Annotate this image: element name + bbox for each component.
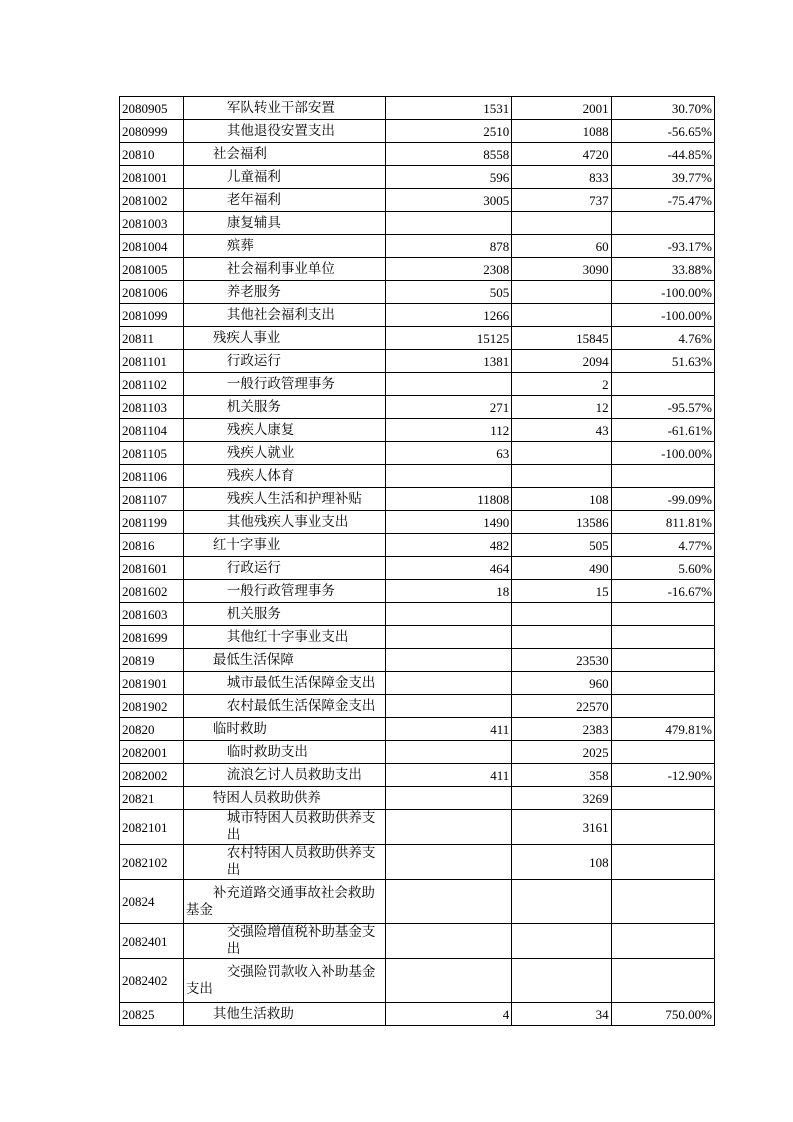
subject-name-cell bbox=[183, 695, 385, 718]
subject-name-cell bbox=[183, 419, 385, 442]
prior-year-amount bbox=[385, 845, 512, 880]
change-percent: 51.63% bbox=[611, 350, 714, 373]
subject-code: 2081901 bbox=[120, 672, 184, 695]
subject-code: 2081105 bbox=[120, 442, 184, 465]
current-year-amount: 2001 bbox=[512, 97, 611, 120]
subject-name: 老年福利 bbox=[226, 191, 281, 208]
table-row bbox=[120, 695, 715, 718]
table-row bbox=[120, 880, 715, 924]
prior-year-amount bbox=[385, 649, 512, 672]
subject-name: 最低生活保障 bbox=[212, 651, 294, 668]
subject-name: 社会福利 bbox=[212, 145, 267, 162]
table-row bbox=[120, 281, 715, 304]
prior-year-amount bbox=[385, 465, 512, 488]
current-year-amount: 22570 bbox=[512, 695, 611, 718]
subject-code: 2082402 bbox=[120, 959, 184, 1003]
table-row bbox=[120, 488, 715, 511]
subject-code: 2082001 bbox=[120, 741, 184, 764]
current-year-amount: 13586 bbox=[512, 511, 611, 534]
subject-name-cell bbox=[183, 258, 385, 281]
subject-code: 2081603 bbox=[120, 603, 184, 626]
prior-year-amount: 411 bbox=[385, 764, 512, 787]
change-percent: 30.70% bbox=[611, 97, 714, 120]
current-year-amount bbox=[512, 959, 611, 1003]
subject-code: 20810 bbox=[120, 143, 184, 166]
current-year-amount: 505 bbox=[512, 534, 611, 557]
subject-code: 2080999 bbox=[120, 120, 184, 143]
change-percent bbox=[611, 626, 714, 649]
change-percent: -93.17% bbox=[611, 235, 714, 258]
change-percent bbox=[611, 880, 714, 924]
subject-name: 康复辅具 bbox=[226, 214, 281, 231]
subject-name-cell bbox=[183, 97, 385, 120]
change-percent: -100.00% bbox=[611, 442, 714, 465]
subject-name: 军队转业干部安置 bbox=[226, 99, 335, 116]
change-percent bbox=[611, 603, 714, 626]
table-row bbox=[120, 741, 715, 764]
subject-name-cell bbox=[183, 764, 385, 787]
change-percent bbox=[611, 465, 714, 488]
current-year-amount: 833 bbox=[512, 166, 611, 189]
change-percent: 811.81% bbox=[611, 511, 714, 534]
subject-code: 2081003 bbox=[120, 212, 184, 235]
subject-name: 临时救助 bbox=[212, 720, 267, 737]
subject-name: 残疾人生活和护理补贴 bbox=[226, 490, 362, 507]
table-row bbox=[120, 258, 715, 281]
subject-name-cell bbox=[183, 465, 385, 488]
change-percent bbox=[611, 924, 714, 959]
current-year-amount: 2 bbox=[512, 373, 611, 396]
prior-year-amount bbox=[385, 810, 512, 845]
subject-code: 20819 bbox=[120, 649, 184, 672]
subject-code: 20821 bbox=[120, 787, 184, 810]
subject-name-cell bbox=[183, 304, 385, 327]
current-year-amount bbox=[512, 212, 611, 235]
subject-name-cell bbox=[183, 189, 385, 212]
subject-code: 2081902 bbox=[120, 695, 184, 718]
subject-name-cell bbox=[183, 166, 385, 189]
subject-code: 2081103 bbox=[120, 396, 184, 419]
subject-code: 20824 bbox=[120, 880, 184, 924]
current-year-amount: 737 bbox=[512, 189, 611, 212]
table-row bbox=[120, 672, 715, 695]
subject-name: 交强险罚款收入补助基金支出 bbox=[185, 963, 376, 997]
prior-year-amount bbox=[385, 626, 512, 649]
subject-name: 一般行政管理事务 bbox=[226, 582, 335, 599]
subject-name: 特困人员救助供养 bbox=[212, 789, 321, 806]
subject-code: 2082101 bbox=[120, 810, 184, 845]
subject-name-cell bbox=[183, 649, 385, 672]
prior-year-amount bbox=[385, 959, 512, 1003]
subject-name-cell bbox=[183, 580, 385, 603]
subject-name: 交强险增值税补助基金支出 bbox=[226, 924, 376, 957]
table-row bbox=[120, 810, 715, 845]
table-row bbox=[120, 580, 715, 603]
subject-name: 流浪乞讨人员救助支出 bbox=[226, 766, 362, 783]
subject-code: 20811 bbox=[120, 327, 184, 350]
subject-code: 2081001 bbox=[120, 166, 184, 189]
subject-name: 残疾人体育 bbox=[226, 467, 295, 484]
subject-name-cell bbox=[183, 442, 385, 465]
change-percent bbox=[611, 741, 714, 764]
subject-code: 2082102 bbox=[120, 845, 184, 880]
prior-year-amount bbox=[385, 373, 512, 396]
table-row bbox=[120, 649, 715, 672]
subject-name: 城市特困人员救助供养支出 bbox=[226, 810, 376, 843]
subject-name-cell bbox=[183, 672, 385, 695]
current-year-amount: 108 bbox=[512, 488, 611, 511]
subject-name: 行政运行 bbox=[226, 352, 281, 369]
current-year-amount: 2383 bbox=[512, 718, 611, 741]
current-year-amount: 358 bbox=[512, 764, 611, 787]
subject-name: 残疾人事业 bbox=[212, 329, 281, 346]
subject-name-cell bbox=[183, 143, 385, 166]
change-percent: 5.60% bbox=[611, 557, 714, 580]
table-row bbox=[120, 396, 715, 419]
subject-name-cell bbox=[183, 534, 385, 557]
subject-name: 社会福利事业单位 bbox=[226, 260, 335, 277]
prior-year-amount: 1266 bbox=[385, 304, 512, 327]
change-percent bbox=[611, 695, 714, 718]
table-row bbox=[120, 465, 715, 488]
table-row bbox=[120, 327, 715, 350]
current-year-amount: 4720 bbox=[512, 143, 611, 166]
table-row bbox=[120, 189, 715, 212]
subject-name-cell bbox=[183, 350, 385, 373]
subject-name-cell bbox=[183, 845, 385, 880]
subject-code: 2081005 bbox=[120, 258, 184, 281]
table-row bbox=[120, 603, 715, 626]
table-row bbox=[120, 97, 715, 120]
subject-code: 2081101 bbox=[120, 350, 184, 373]
prior-year-amount: 18 bbox=[385, 580, 512, 603]
prior-year-amount bbox=[385, 212, 512, 235]
current-year-amount bbox=[512, 880, 611, 924]
prior-year-amount: 411 bbox=[385, 718, 512, 741]
subject-code: 2082002 bbox=[120, 764, 184, 787]
current-year-amount: 960 bbox=[512, 672, 611, 695]
subject-name: 补充道路交通事故社会救助基金 bbox=[185, 884, 375, 918]
table-row bbox=[120, 718, 715, 741]
subject-code: 20816 bbox=[120, 534, 184, 557]
table-row bbox=[120, 419, 715, 442]
change-percent: -12.90% bbox=[611, 764, 714, 787]
current-year-amount: 60 bbox=[512, 235, 611, 258]
table-row bbox=[120, 511, 715, 534]
change-percent: 39.77% bbox=[611, 166, 714, 189]
change-percent bbox=[611, 810, 714, 845]
subject-name-cell bbox=[183, 787, 385, 810]
prior-year-amount: 15125 bbox=[385, 327, 512, 350]
table-row bbox=[120, 626, 715, 649]
change-percent bbox=[611, 649, 714, 672]
subject-name-cell bbox=[183, 1003, 385, 1026]
subject-name-cell bbox=[183, 924, 385, 959]
prior-year-amount: 464 bbox=[385, 557, 512, 580]
current-year-amount bbox=[512, 281, 611, 304]
subject-name-cell bbox=[183, 511, 385, 534]
prior-year-amount: 878 bbox=[385, 235, 512, 258]
change-percent: 33.88% bbox=[611, 258, 714, 281]
subject-code: 2081602 bbox=[120, 580, 184, 603]
change-percent: -95.57% bbox=[611, 396, 714, 419]
current-year-amount: 3161 bbox=[512, 810, 611, 845]
current-year-amount bbox=[512, 626, 611, 649]
subject-code: 2081099 bbox=[120, 304, 184, 327]
subject-code: 20820 bbox=[120, 718, 184, 741]
subject-name: 残疾人就业 bbox=[226, 444, 295, 461]
prior-year-amount bbox=[385, 741, 512, 764]
subject-name-cell bbox=[183, 557, 385, 580]
table-row bbox=[120, 143, 715, 166]
table-row bbox=[120, 166, 715, 189]
subject-code: 2080905 bbox=[120, 97, 184, 120]
prior-year-amount bbox=[385, 695, 512, 718]
subject-name: 临时救助支出 bbox=[226, 743, 308, 760]
subject-code: 2081699 bbox=[120, 626, 184, 649]
prior-year-amount bbox=[385, 924, 512, 959]
change-percent bbox=[611, 787, 714, 810]
subject-name: 农村特困人员救助供养支出 bbox=[226, 845, 376, 878]
change-percent: -44.85% bbox=[611, 143, 714, 166]
change-percent: 479.81% bbox=[611, 718, 714, 741]
subject-code: 2081601 bbox=[120, 557, 184, 580]
prior-year-amount: 112 bbox=[385, 419, 512, 442]
table-row bbox=[120, 442, 715, 465]
change-percent: -75.47% bbox=[611, 189, 714, 212]
change-percent: 4.77% bbox=[611, 534, 714, 557]
subject-name: 机关服务 bbox=[226, 398, 281, 415]
change-percent: 4.76% bbox=[611, 327, 714, 350]
table-row bbox=[120, 557, 715, 580]
table-row bbox=[120, 350, 715, 373]
subject-name: 其他红十字事业支出 bbox=[226, 628, 349, 645]
subject-code: 2081002 bbox=[120, 189, 184, 212]
subject-name-cell bbox=[183, 603, 385, 626]
budget-table-body bbox=[120, 97, 715, 1026]
subject-name: 其他残疾人事业支出 bbox=[226, 513, 349, 530]
prior-year-amount: 505 bbox=[385, 281, 512, 304]
table-row bbox=[120, 304, 715, 327]
subject-code: 2081106 bbox=[120, 465, 184, 488]
subject-code: 2081104 bbox=[120, 419, 184, 442]
change-percent: -56.65% bbox=[611, 120, 714, 143]
subject-name-cell bbox=[183, 488, 385, 511]
prior-year-amount bbox=[385, 787, 512, 810]
change-percent bbox=[611, 959, 714, 1003]
table-row bbox=[120, 959, 715, 1003]
subject-name-cell bbox=[183, 120, 385, 143]
table-row bbox=[120, 534, 715, 557]
budget-table bbox=[119, 96, 715, 1026]
subject-code: 2081107 bbox=[120, 488, 184, 511]
subject-code: 2082401 bbox=[120, 924, 184, 959]
current-year-amount: 108 bbox=[512, 845, 611, 880]
subject-name: 儿童福利 bbox=[226, 168, 281, 185]
prior-year-amount: 1531 bbox=[385, 97, 512, 120]
subject-name: 机关服务 bbox=[226, 605, 281, 622]
current-year-amount: 34 bbox=[512, 1003, 611, 1026]
table-row bbox=[120, 924, 715, 959]
subject-name: 养老服务 bbox=[226, 283, 281, 300]
change-percent: -16.67% bbox=[611, 580, 714, 603]
change-percent: -61.61% bbox=[611, 419, 714, 442]
current-year-amount: 490 bbox=[512, 557, 611, 580]
prior-year-amount: 8558 bbox=[385, 143, 512, 166]
subject-name: 其他退役安置支出 bbox=[226, 122, 335, 139]
current-year-amount bbox=[512, 465, 611, 488]
subject-name: 农村最低生活保障金支出 bbox=[226, 697, 376, 714]
prior-year-amount bbox=[385, 672, 512, 695]
subject-name: 其他社会福利支出 bbox=[226, 306, 335, 323]
prior-year-amount: 2510 bbox=[385, 120, 512, 143]
table-row bbox=[120, 764, 715, 787]
change-percent: -100.00% bbox=[611, 281, 714, 304]
prior-year-amount: 1381 bbox=[385, 350, 512, 373]
table-row bbox=[120, 1003, 715, 1026]
subject-name: 一般行政管理事务 bbox=[226, 375, 335, 392]
subject-code: 2081199 bbox=[120, 511, 184, 534]
change-percent bbox=[611, 373, 714, 396]
current-year-amount bbox=[512, 924, 611, 959]
change-percent: 750.00% bbox=[611, 1003, 714, 1026]
change-percent bbox=[611, 845, 714, 880]
table-row bbox=[120, 845, 715, 880]
prior-year-amount bbox=[385, 880, 512, 924]
current-year-amount: 1088 bbox=[512, 120, 611, 143]
subject-code: 20825 bbox=[120, 1003, 184, 1026]
current-year-amount: 2094 bbox=[512, 350, 611, 373]
prior-year-amount: 4 bbox=[385, 1003, 512, 1026]
prior-year-amount: 596 bbox=[385, 166, 512, 189]
current-year-amount bbox=[512, 603, 611, 626]
current-year-amount: 12 bbox=[512, 396, 611, 419]
subject-name: 城市最低生活保障金支出 bbox=[226, 674, 376, 691]
current-year-amount bbox=[512, 304, 611, 327]
change-percent: -100.00% bbox=[611, 304, 714, 327]
subject-name-cell bbox=[183, 718, 385, 741]
current-year-amount: 15845 bbox=[512, 327, 611, 350]
subject-code: 2081004 bbox=[120, 235, 184, 258]
current-year-amount: 15 bbox=[512, 580, 611, 603]
prior-year-amount: 11808 bbox=[385, 488, 512, 511]
current-year-amount: 43 bbox=[512, 419, 611, 442]
subject-name-cell bbox=[183, 373, 385, 396]
change-percent bbox=[611, 672, 714, 695]
prior-year-amount: 1490 bbox=[385, 511, 512, 534]
subject-name-cell bbox=[183, 810, 385, 845]
subject-name: 残疾人康复 bbox=[226, 421, 295, 438]
prior-year-amount: 271 bbox=[385, 396, 512, 419]
table-row bbox=[120, 120, 715, 143]
table-row bbox=[120, 212, 715, 235]
current-year-amount bbox=[512, 442, 611, 465]
subject-name-cell bbox=[183, 212, 385, 235]
subject-name-cell bbox=[183, 626, 385, 649]
subject-name-cell bbox=[183, 396, 385, 419]
table-row bbox=[120, 787, 715, 810]
current-year-amount: 3090 bbox=[512, 258, 611, 281]
current-year-amount: 2025 bbox=[512, 741, 611, 764]
prior-year-amount: 2308 bbox=[385, 258, 512, 281]
current-year-amount: 3269 bbox=[512, 787, 611, 810]
subject-name-cell bbox=[183, 741, 385, 764]
subject-name-cell bbox=[183, 235, 385, 258]
subject-name: 红十字事业 bbox=[212, 536, 281, 553]
subject-code: 2081006 bbox=[120, 281, 184, 304]
subject-name-cell bbox=[183, 327, 385, 350]
prior-year-amount: 482 bbox=[385, 534, 512, 557]
subject-name: 殡葬 bbox=[226, 237, 254, 254]
table-row bbox=[120, 373, 715, 396]
subject-name-cell bbox=[183, 281, 385, 304]
change-percent: -99.09% bbox=[611, 488, 714, 511]
subject-name-cell bbox=[183, 959, 385, 1003]
subject-code: 2081102 bbox=[120, 373, 184, 396]
prior-year-amount bbox=[385, 603, 512, 626]
table-row bbox=[120, 235, 715, 258]
current-year-amount: 23530 bbox=[512, 649, 611, 672]
subject-name: 行政运行 bbox=[226, 559, 281, 576]
subject-name-cell bbox=[183, 880, 385, 924]
prior-year-amount: 63 bbox=[385, 442, 512, 465]
subject-name: 其他生活救助 bbox=[212, 1005, 294, 1022]
change-percent bbox=[611, 212, 714, 235]
prior-year-amount: 3005 bbox=[385, 189, 512, 212]
